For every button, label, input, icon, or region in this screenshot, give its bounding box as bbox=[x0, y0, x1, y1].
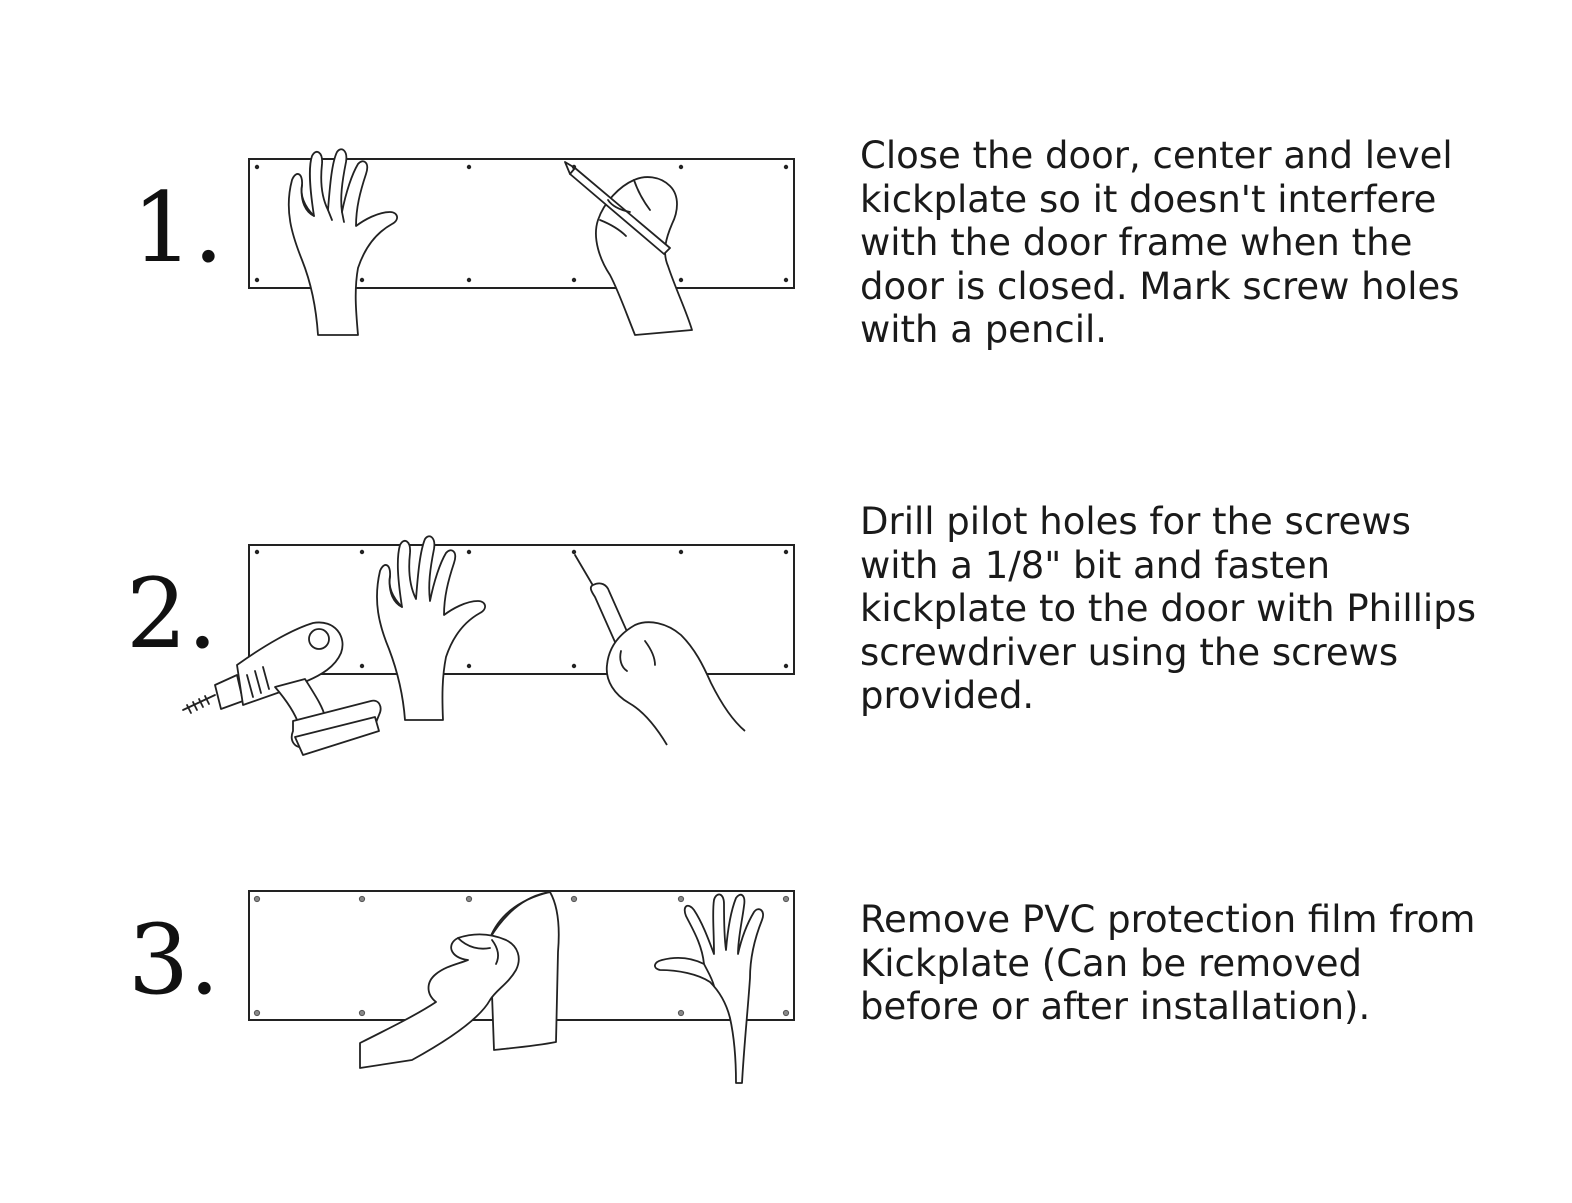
step-number: 2. bbox=[126, 558, 218, 670]
step-instruction: Remove PVC protection film from Kickplate (Can be removed before or after installation). bbox=[860, 898, 1476, 1028]
step-1-illustration bbox=[240, 140, 810, 350]
step-3-illustration bbox=[240, 878, 810, 1093]
step-number: 3. bbox=[128, 904, 220, 1016]
step-2-illustration bbox=[175, 525, 815, 775]
step-number: 1. bbox=[132, 172, 224, 284]
step-instruction: Close the door, center and level kickplate so it doesn't interfere with the door frame when the door is closed. Mark screw holes with a pencil. bbox=[860, 134, 1460, 351]
step-instruction: Drill pilot holes for the screws with a 1/8" bit and fasten kickplate to the door with Phillips screwdriver using the screws provided. bbox=[860, 500, 1476, 717]
